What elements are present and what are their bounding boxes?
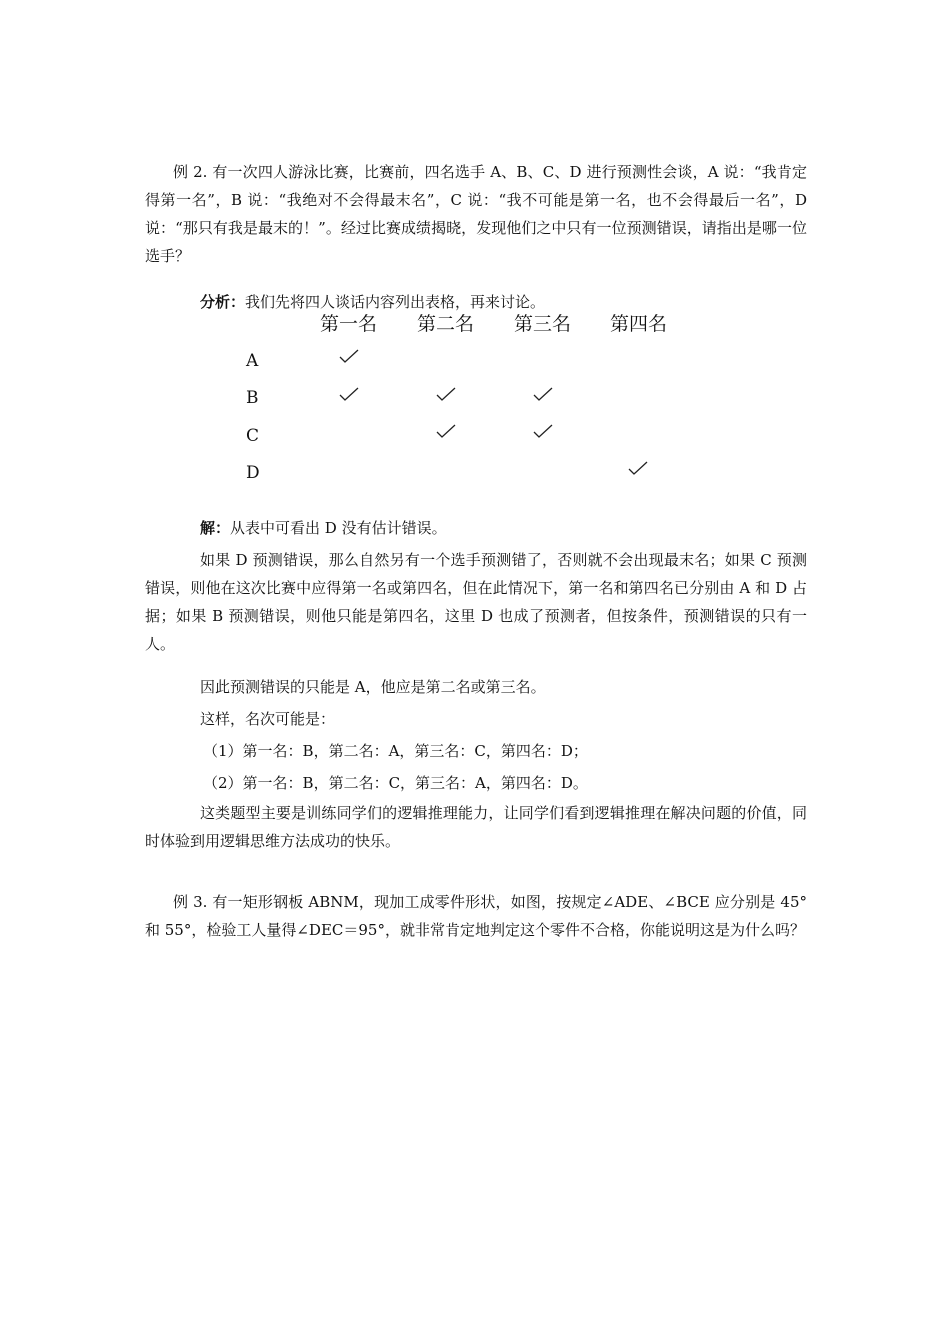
closing-remark: 这类题型主要是训练同学们的逻辑推理能力，让同学们看到逻辑推理在解决问题的价值，同时体验到用逻辑思维方法成功的快乐。 — [145, 804, 807, 850]
analysis-text: 我们先将四人谈话内容列出表格，再来讨论。 — [245, 293, 546, 311]
col-header-2: 第二名 — [417, 313, 475, 335]
row-label-d: D — [246, 463, 260, 483]
possibility-1: （1）第一名：B，第二名：A，第三名：C，第四名：D； — [203, 742, 588, 760]
solution-text: 从表中可看出 D 没有估计错误。 — [230, 519, 447, 537]
example2-problem: 例 2. 有一次四人游泳比赛，比赛前，四名选手 A、B、C、D 进行预测性会谈，A 说：“我肯定得第一名”，B 说：“我绝对不会得最末名”，C 说：“我不可能是第一名，也不会得最后一名”，D 说：“那只有我是最末的！”。经过比赛成绩揭晓，发现他们之中只有一位预测错误，请指出是哪一位选手？ — [145, 163, 807, 265]
check-icon-c-3 — [533, 424, 553, 440]
col-header-4: 第四名 — [610, 313, 668, 335]
check-icon-d-4 — [628, 461, 648, 477]
analysis-label: 分析： — [200, 293, 246, 311]
check-icon-b-3 — [533, 387, 553, 403]
check-icon-a-1 — [339, 349, 359, 365]
solution-paragraph — [200, 514, 807, 542]
possibility-2: （2）第一名：B，第二名：C，第三名：A，第四名：D。 — [203, 774, 588, 792]
check-icon-b-2 — [436, 387, 456, 403]
analysis-paragraph — [200, 288, 807, 316]
col-header-1: 第一名 — [320, 313, 378, 335]
col-header-3: 第三名 — [514, 313, 572, 335]
solution-label: 解： — [200, 519, 231, 537]
check-icon-c-2 — [436, 424, 456, 440]
conclusion-line: 因此预测错误的只能是 A，他应是第二名或第三名。 — [200, 678, 546, 696]
check-icon-b-1 — [339, 387, 359, 403]
row-label-b: B — [246, 388, 259, 408]
possibilities-intro: 这样，名次可能是： — [200, 710, 336, 728]
example3-problem: 例 3. 有一矩形钢板 ABNM，现加工成零件形状，如图，按规定∠ADE、∠BCE 应分别是 45° 和 55°，检验工人量得∠DEC＝95°，就非常肯定地判定这个零件不合格，你能说明这是为什么吗？ — [145, 893, 807, 939]
solution-reasoning: 如果 D 预测错误，那么自然另有一个选手预测错了，否则就不会出现最末名；如果 C 预测错误，则他在这次比赛中应得第一名或第四名，但在此情况下，第一名和第四名已分别由 A 和 D 占据；如果 B 预测错误，则他只能是第四名，这里 D 也成了预测者，但按条件，预测错误的只有一人。 — [145, 551, 807, 653]
row-label-c: C — [246, 426, 260, 446]
row-label-a: A — [246, 351, 259, 371]
